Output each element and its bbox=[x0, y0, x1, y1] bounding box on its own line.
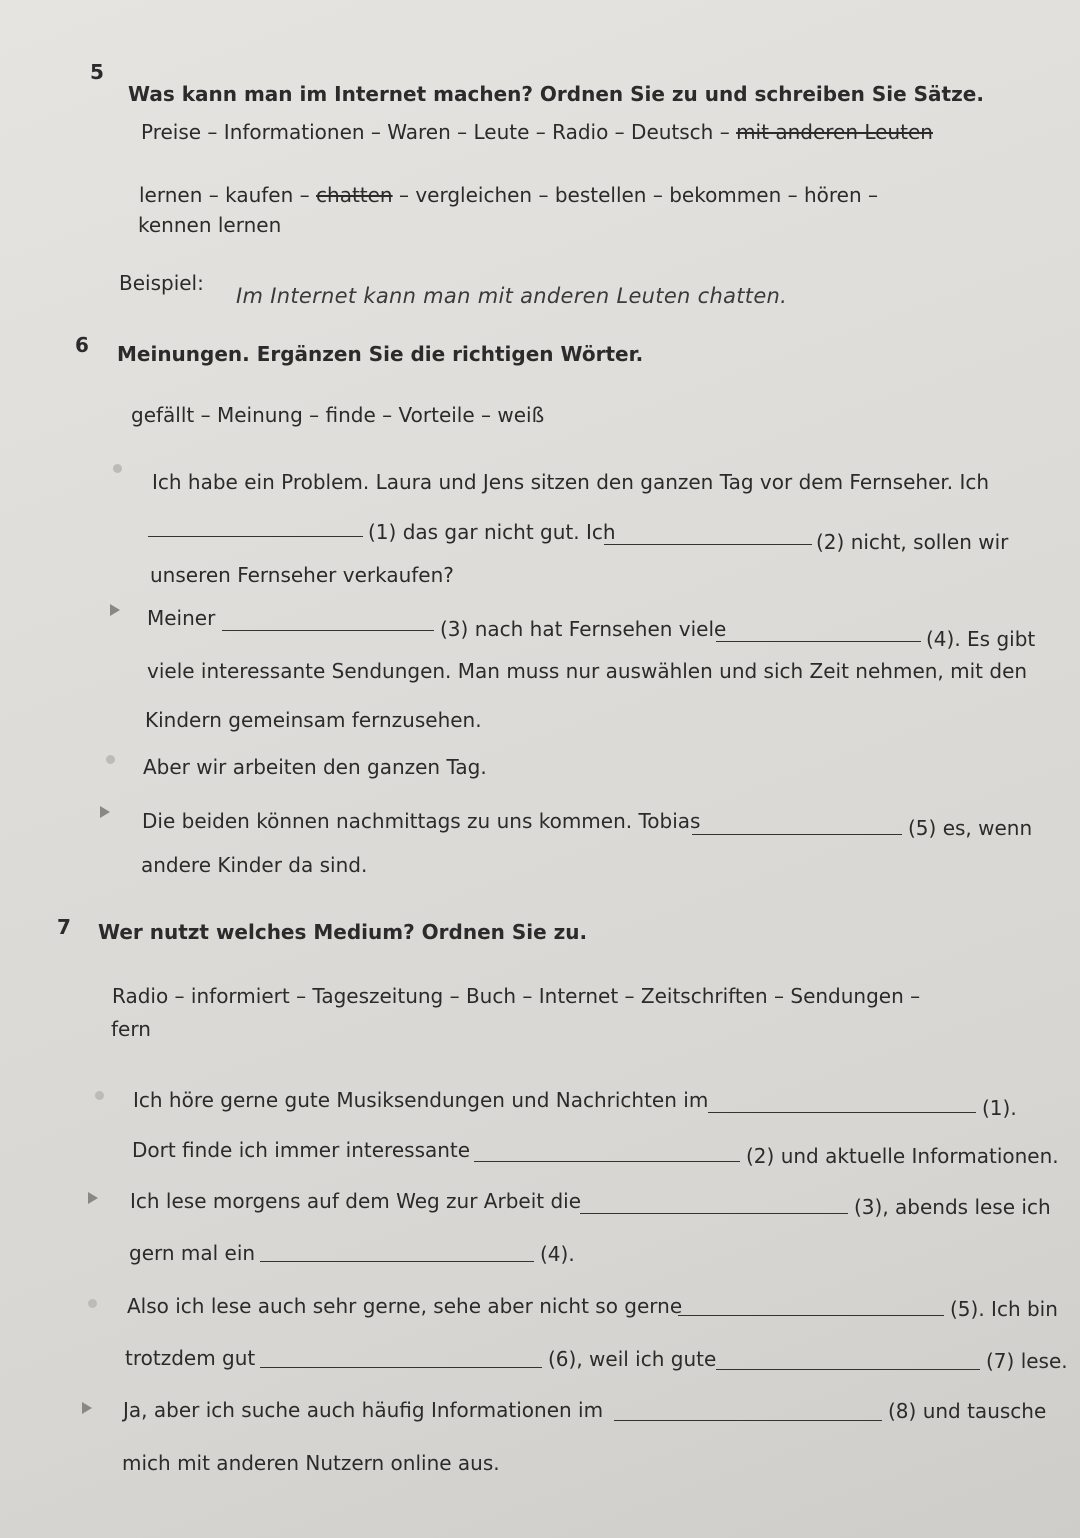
ex6-speaker-dot-2 bbox=[106, 755, 115, 764]
ex6-line4c: (4). Es gibt bbox=[926, 627, 1036, 651]
ex6-line5: viele interessante Sendungen. Man muss nur auswählen und sich Zeit nehmen, mit den bbox=[147, 659, 1028, 683]
ex6-number: 6 bbox=[75, 333, 89, 357]
ex7-line6a: trotzdem gut bbox=[125, 1346, 256, 1370]
ex7-line2b: (2) und aktuelle Informationen. bbox=[746, 1144, 1059, 1168]
ex6-line8a: Die beiden können nachmittags zu uns kommen. Tobias bbox=[142, 809, 701, 833]
ex5-word-bank-line2 bbox=[139, 183, 878, 207]
ex6-speaker-arrow-1 bbox=[110, 604, 120, 616]
ex6-line1: Ich habe ein Problem. Laura und Jens sitzen den ganzen Tag vor dem Fernseher. Ich bbox=[152, 470, 990, 494]
ex5-words3: kennen lernen bbox=[138, 213, 282, 237]
ex7-line4a: gern mal ein bbox=[129, 1241, 256, 1265]
ex7-line6c: (7) lese. bbox=[986, 1349, 1068, 1373]
ex6-line4b: (3) nach hat Fernsehen viele bbox=[440, 617, 727, 641]
ex6-line9: andere Kinder da sind. bbox=[141, 853, 368, 877]
ex5-words2-struck: chatten bbox=[316, 183, 393, 207]
ex7-line8: mich mit anderen Nutzern online aus. bbox=[122, 1451, 500, 1475]
ex7-number: 7 bbox=[57, 915, 71, 939]
ex6-line7: Aber wir arbeiten den ganzen Tag. bbox=[143, 755, 487, 779]
ex7-blank-5[interactable] bbox=[678, 1297, 944, 1316]
ex5-word-bank-line1 bbox=[141, 120, 933, 144]
ex5-example-handwriting: Im Internet kann man mit anderen Leuten chatten. bbox=[236, 284, 788, 308]
ex5-words1-struck: mit anderen Leuten bbox=[736, 120, 933, 144]
ex7-speaker-dot-2 bbox=[88, 1299, 97, 1308]
ex5-number: 5 bbox=[90, 60, 104, 84]
ex6-line6: Kindern gemeinsam fernzusehen. bbox=[145, 708, 482, 732]
ex6-speaker-dot-1 bbox=[113, 464, 122, 473]
ex7-speaker-arrow-1 bbox=[88, 1192, 98, 1204]
ex7-line6b: (6), weil ich gute bbox=[548, 1347, 717, 1371]
ex6-blank-1[interactable] bbox=[148, 518, 363, 537]
ex6-blank-5[interactable] bbox=[692, 816, 902, 835]
ex7-line2a: Dort finde ich immer interessante bbox=[132, 1138, 471, 1162]
ex7-speaker-arrow-2 bbox=[82, 1402, 92, 1414]
ex6-line4a: Meiner bbox=[147, 606, 216, 630]
ex6-blank-2[interactable] bbox=[604, 526, 812, 545]
ex6-blank-3[interactable] bbox=[222, 612, 434, 631]
ex7-word-bank-line1: Radio – informiert – Tageszeitung – Buch – Internet – Zeitschriften – Sendungen – bbox=[112, 984, 921, 1008]
ex7-word-bank-line2: fern bbox=[111, 1017, 151, 1041]
ex5-words2a: lernen – kaufen – bbox=[139, 183, 310, 207]
ex5-words1: Preise – Informationen – Waren – Leute – Radio – Deutsch – bbox=[141, 120, 730, 144]
ex7-blank-1[interactable] bbox=[708, 1094, 976, 1113]
ex7-line3b: (3), abends lese ich bbox=[854, 1195, 1051, 1219]
ex6-blank-4[interactable] bbox=[716, 623, 921, 642]
ex7-line4b: (4). bbox=[540, 1242, 575, 1266]
ex6-word-bank: gefällt – Meinung – finde – Vorteile – weiß bbox=[131, 403, 545, 427]
ex7-blank-8[interactable] bbox=[614, 1402, 882, 1421]
ex7-line3a: Ich lese morgens auf dem Weg zur Arbeit die bbox=[130, 1189, 582, 1213]
ex7-line7b: (8) und tausche bbox=[888, 1399, 1047, 1423]
ex7-heading: Wer nutzt welches Medium? Ordnen Sie zu. bbox=[98, 920, 588, 944]
ex7-blank-4[interactable] bbox=[260, 1243, 534, 1262]
ex7-line7a: Ja, aber ich suche auch häufig Informationen im bbox=[123, 1398, 604, 1422]
ex6-line2b: (2) nicht, sollen wir bbox=[816, 530, 1009, 554]
ex6-heading: Meinungen. Ergänzen Sie die richtigen Wörter. bbox=[117, 342, 644, 366]
ex7-blank-3[interactable] bbox=[580, 1195, 848, 1214]
ex6-speaker-arrow-2 bbox=[100, 806, 110, 818]
ex7-line5b: (5). Ich bin bbox=[950, 1297, 1058, 1321]
ex7-line1a: Ich höre gerne gute Musiksendungen und Nachrichten im bbox=[133, 1088, 709, 1112]
ex7-blank-7[interactable] bbox=[716, 1351, 980, 1370]
ex7-line1b: (1). bbox=[982, 1096, 1017, 1120]
ex7-speaker-dot-1 bbox=[95, 1091, 104, 1100]
ex7-blank-2[interactable] bbox=[474, 1143, 740, 1162]
ex6-line8b: (5) es, wenn bbox=[908, 816, 1033, 840]
ex5-example-label: Beispiel: bbox=[119, 271, 204, 295]
ex6-line2a: (1) das gar nicht gut. Ich bbox=[368, 520, 616, 544]
ex7-blank-6[interactable] bbox=[260, 1349, 542, 1368]
ex5-words2b: – vergleichen – bestellen – bekommen – hören – bbox=[398, 183, 878, 207]
ex7-line5a: Also ich lese auch sehr gerne, sehe aber nicht so gerne bbox=[127, 1294, 683, 1318]
ex5-heading: Was kann man im Internet machen? Ordnen Sie zu und schreiben Sie Sätze. bbox=[128, 82, 984, 106]
ex6-line3: unseren Fernseher verkaufen? bbox=[150, 563, 454, 587]
